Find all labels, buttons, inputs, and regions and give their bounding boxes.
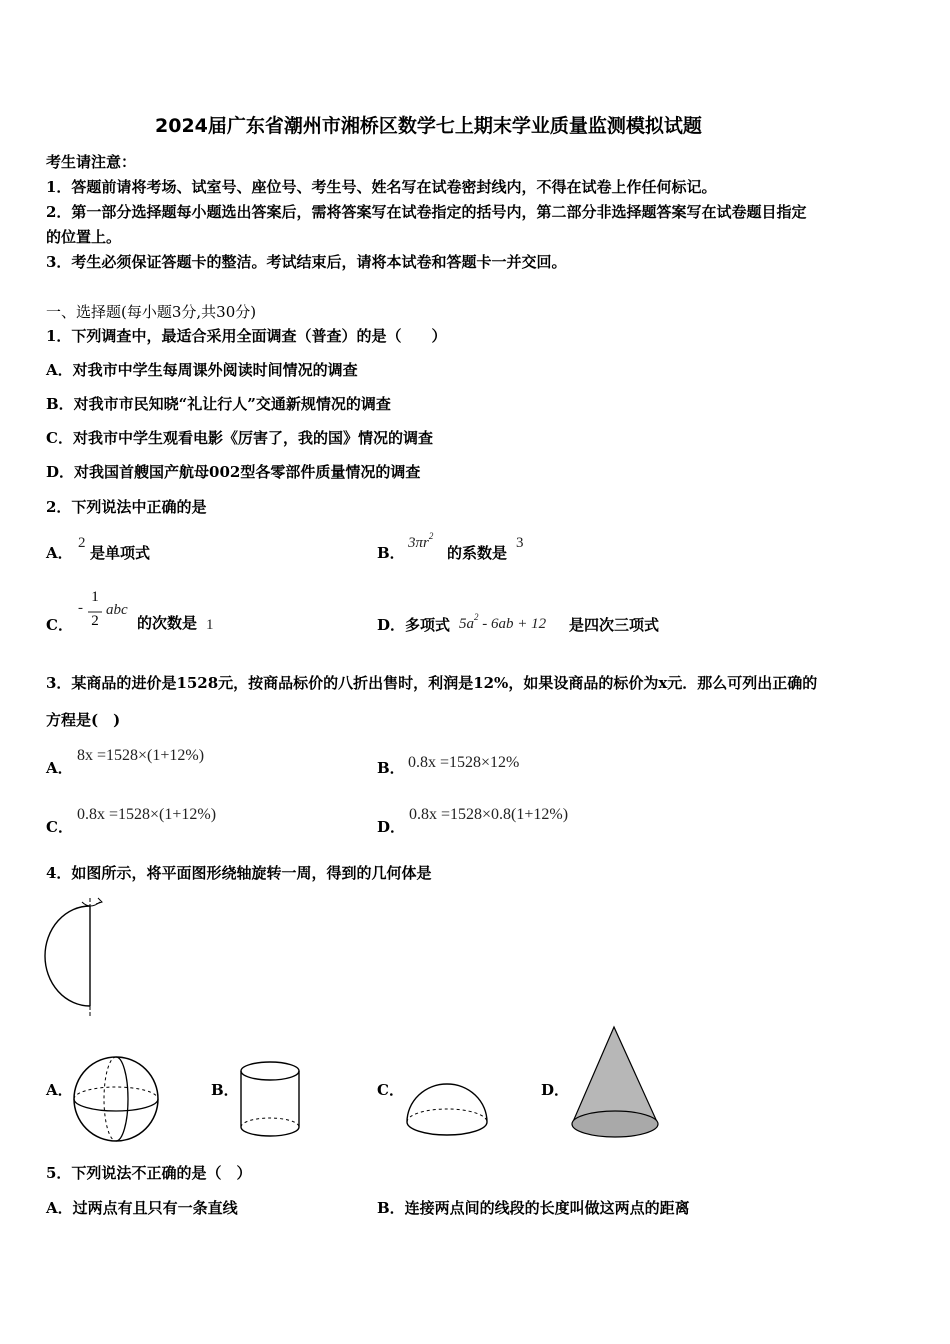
question-1-option-b: B．对我市市民知晓“礼让行人”交通新规情况的调查 (46, 395, 391, 413)
question-3-option-d-label: D． (377, 818, 406, 836)
question-2-option-a-text: 是单项式 (90, 544, 151, 562)
question-3-option-d-math: 0.8x =1528×0.8(1+12%) (409, 806, 569, 823)
sphere-icon (72, 1054, 162, 1144)
question-2-option-b-math: $3\pi r^2$ (408, 531, 434, 551)
cone-icon (568, 1024, 668, 1144)
question-2-option-c-denominator: 2 (91, 613, 99, 629)
question-1-stem: 1．下列调查中，最适合采用全面调查（普查）的是（ ） (46, 327, 447, 345)
question-4-stem: 4．如图所示，将平面图形绕轴旋转一周，得到的几何体是 (46, 864, 432, 882)
question-2-option-d-text: 是四次三项式 (569, 616, 660, 634)
question-2-option-b-value: 3 (516, 535, 524, 551)
question-2-option-d-math: $5a^2 - 6ab + 12$ (459, 612, 547, 632)
question-2-option-c-text: 的次数是 (137, 614, 198, 632)
question-3-option-b-math: 0.8x =1528×12% (408, 754, 520, 771)
question-2-option-c-value: 1 (206, 617, 214, 633)
notice-heading: 考生请注意： (46, 153, 137, 171)
question-2-option-d-label: D．多项式 (377, 616, 451, 634)
cylinder-icon (238, 1060, 308, 1140)
question-1-option-a: A．对我市中学生每周课外阅读时间情况的调查 (46, 361, 358, 379)
question-2-option-a-math: 2 (78, 535, 86, 551)
question-3-option-c-math: 0.8x =1528×(1+12%) (77, 806, 217, 823)
question-2-option-c-label: C． (46, 616, 73, 634)
hemisphere-icon (404, 1082, 494, 1142)
question-4-option-d-label: D． (541, 1081, 570, 1099)
question-1-option-d: D．对我国首艘国产航母002型各零部件质量情况的调查 (46, 463, 421, 481)
question-2-option-b-label: B． (377, 544, 405, 562)
notice-item: 2．第一部分选择题每小题选出答案后，需将答案写在试卷指定的括号内，第二部分非选择题答案写在试卷题目指定 (46, 203, 807, 221)
page-title: 2024届广东省潮州市湘桥区数学七上期末学业质量监测模拟试题 (155, 115, 702, 137)
question-2-stem: 2．下列说法中正确的是 (46, 498, 207, 516)
question-3-option-a-label: A． (46, 759, 73, 777)
section-heading: 一、选择题(每小题3分,共30分) (46, 303, 257, 321)
question-4-option-a-label: A． (46, 1081, 73, 1099)
notice-item: 3．考生必须保证答题卡的整洁。考试结束后，请将本试卷和答题卡一并交回。 (46, 253, 567, 271)
question-2-option-c-vars: abc (106, 602, 128, 618)
question-5-option-a: A．过两点有且只有一条直线 (46, 1199, 238, 1217)
question-3-option-a-math: 8x =1528×(1+12%) (77, 747, 205, 764)
question-3-stem: 3．某商品的进价是1528元，按商品标价的八折出售时，利润是12%，如果设商品的标价为x元．那么可列出正确的 (46, 674, 818, 692)
notice-item: 的位置上。 (46, 228, 122, 246)
question-2-option-b-text: 的系数是 (447, 544, 508, 562)
question-3-stem-continued: 方程是( ) (46, 711, 121, 729)
question-4-option-c-label: C． (377, 1081, 404, 1099)
question-3-option-b-label: B． (377, 759, 405, 777)
question-4-option-b-label: B． (211, 1081, 239, 1099)
question-5-stem: 5．下列说法不正确的是（ ） (46, 1164, 252, 1182)
question-2-option-a-label: A． (46, 544, 73, 562)
question-5-option-b: B．连接两点间的线段的长度叫做这两点的距离 (377, 1199, 690, 1217)
question-1-option-c: C．对我市中学生观看电影《厉害了，我的国》情况的调查 (46, 429, 433, 447)
question-3-option-c-label: C． (46, 818, 73, 836)
question-2-option-c-numerator: 1 (91, 589, 99, 605)
notice-item: 1．答题前请将考场、试室号、座位号、考生号、姓名写在试卷密封线内，不得在试卷上作任何标记。 (46, 178, 717, 196)
rotation-figure (40, 894, 110, 1019)
question-2-option-c-minus: - (78, 600, 83, 616)
